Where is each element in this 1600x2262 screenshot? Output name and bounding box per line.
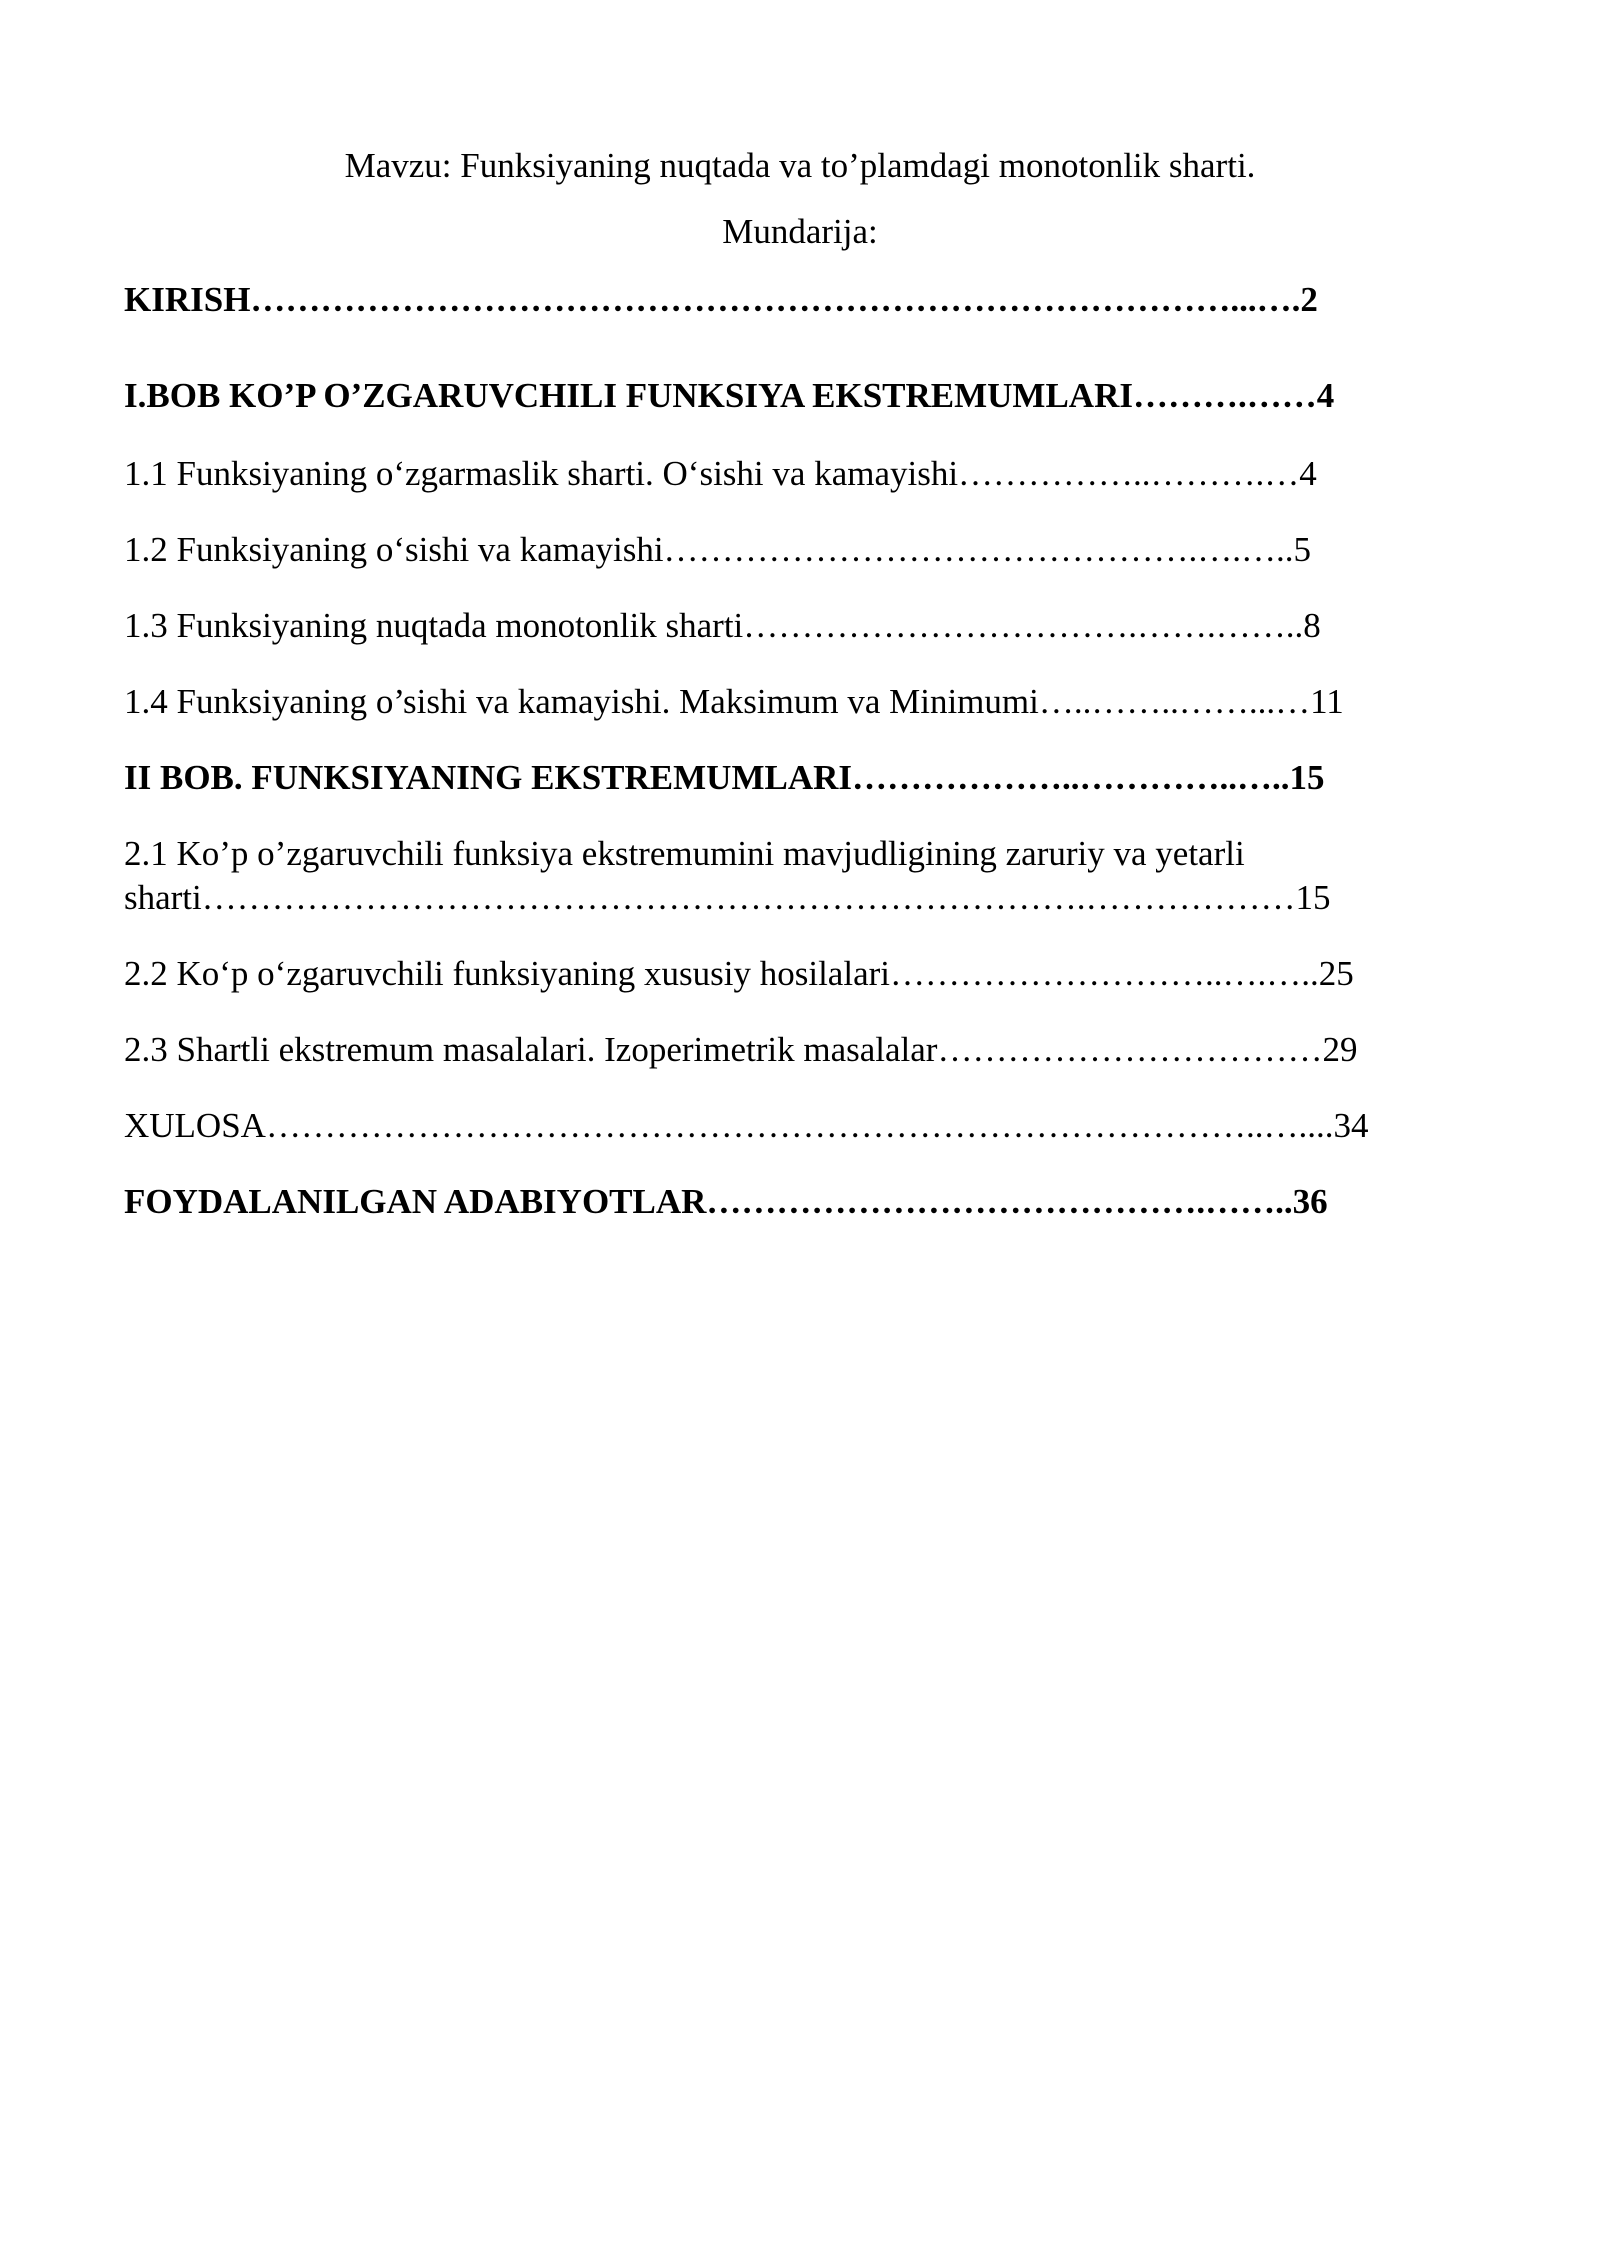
toc-entry-2-3: 2.3 Shartli ekstremum masalalari. Izoperimetrik masalalar……………………………29 bbox=[124, 1030, 1358, 1069]
contents-heading: Mundarija: bbox=[722, 212, 878, 251]
toc-entry-2-1-line-2: sharti………………………………………………………………….………………15 bbox=[124, 878, 1331, 917]
toc-entry-references: FOYDALANILGAN ADABIYOTLAR…………………………………….……..36 bbox=[124, 1182, 1328, 1221]
document-topic: Mavzu: Funksiyaning nuqtada va to’plamdagi monotonlik sharti. bbox=[344, 146, 1256, 185]
toc-entry-1-2: 1.2 Funksiyaning o‘sishi va kamayishi……………………………………….….…..5 bbox=[124, 530, 1312, 569]
toc-entry-chapter-2: II BOB. FUNKSIYANING EKSTREMUMLARI………………..…………..…..15 bbox=[124, 758, 1325, 797]
toc-entry-introduction: KIRISH…………………………………………………………………………...….2 bbox=[124, 280, 1318, 319]
toc-entry-2-1-line-1: 2.1 Ko’p o’zgaruvchili funksiya ekstremumini mavjudligining zaruriy va yetarli bbox=[124, 834, 1245, 873]
toc-entry-1-4: 1.4 Funksiyaning o’sishi va kamayishi. Maksimum va Minimumi…..……..……...…11 bbox=[124, 682, 1344, 721]
toc-entry-conclusion: XULOSA…………………………………………………………………………..…....34 bbox=[124, 1106, 1369, 1145]
toc-entry-chapter-1: I.BOB KO’P O’ZGARUVCHILI FUNKSIYA EKSTREMUMLARI……….……4 bbox=[124, 376, 1335, 415]
toc-entry-1-3: 1.3 Funksiyaning nuqtada monotonlik sharti…………………………….…….……..8 bbox=[124, 606, 1321, 645]
toc-entry-2-2: 2.2 Ko‘p o‘zgaruvchili funksiyaning xususiy hosilalari………………………..….…..25 bbox=[124, 954, 1354, 993]
toc-entry-1-1: 1.1 Funksiyaning o‘zgarmaslik sharti. O‘sishi va kamayishi……………..……….…4 bbox=[124, 454, 1317, 493]
